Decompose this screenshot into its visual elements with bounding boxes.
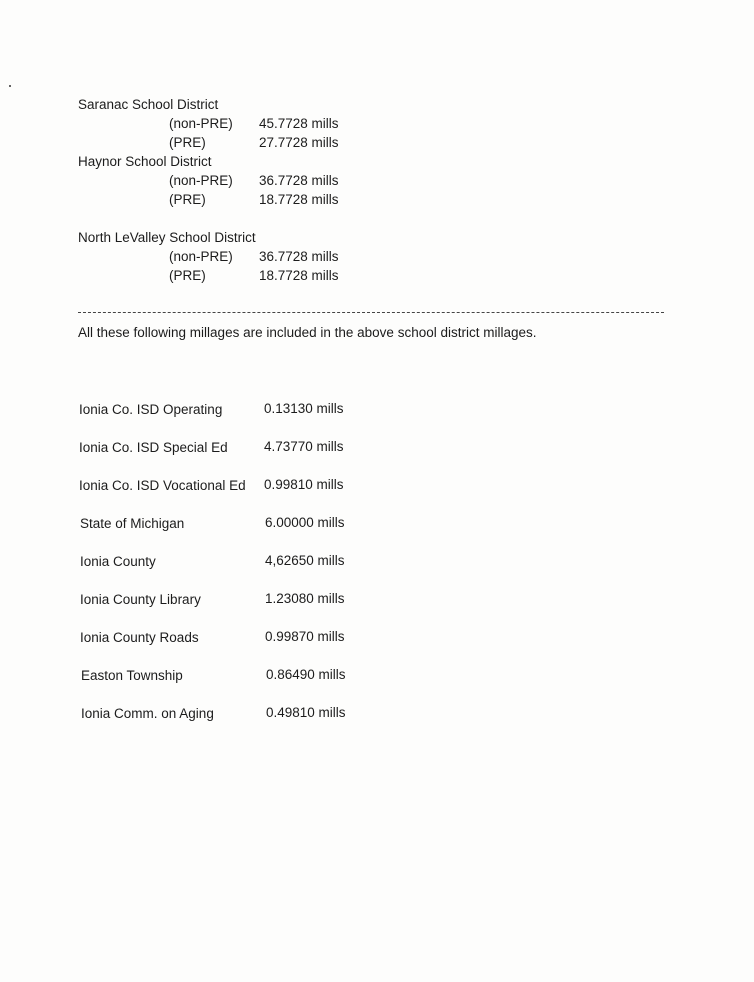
rate-label: (non-PRE) bbox=[169, 249, 233, 264]
millage-value: 6.00000 mills bbox=[265, 515, 345, 530]
district-name: Haynor School District bbox=[78, 154, 212, 169]
district-name: North LeValley School District bbox=[78, 230, 256, 245]
millage-value: 4.73770 mills bbox=[264, 439, 344, 454]
rate-value: 36.7728 mills bbox=[259, 173, 339, 188]
rate-label: (PRE) bbox=[169, 192, 206, 207]
millage-name: Ionia Comm. on Aging bbox=[81, 706, 214, 721]
millage-name: Easton Township bbox=[81, 668, 183, 683]
millage-name: Ionia Co. ISD Special Ed bbox=[79, 440, 228, 455]
millage-value: 0.99810 mills bbox=[264, 477, 344, 492]
note-text: All these following millages are included in the above school district millages. bbox=[78, 325, 537, 340]
millage-value: 4,62650 mills bbox=[265, 553, 345, 568]
millage-value: 0.99870 mills bbox=[265, 629, 345, 644]
district-name: Saranac School District bbox=[78, 97, 219, 112]
dashed-divider bbox=[78, 312, 664, 313]
rate-value: 27.7728 mills bbox=[259, 135, 339, 150]
millage-value: 1.23080 mills bbox=[265, 591, 345, 606]
scan-speck bbox=[9, 85, 11, 87]
millage-value: 0.13130 mills bbox=[264, 401, 344, 416]
rate-label: (PRE) bbox=[169, 268, 206, 283]
millage-value: 0.86490 mills bbox=[266, 667, 346, 682]
rate-value: 36.7728 mills bbox=[259, 249, 339, 264]
rate-value: 18.7728 mills bbox=[259, 268, 339, 283]
millage-name: State of Michigan bbox=[80, 516, 185, 531]
rate-label: (non-PRE) bbox=[169, 173, 233, 188]
millage-name: Ionia County bbox=[80, 554, 156, 569]
rate-value: 18.7728 mills bbox=[259, 192, 339, 207]
millage-name: Ionia County Library bbox=[80, 592, 201, 607]
millage-name: Ionia Co. ISD Operating bbox=[79, 402, 223, 417]
millage-name: Ionia County Roads bbox=[80, 630, 199, 645]
rate-label: (PRE) bbox=[169, 135, 206, 150]
millage-value: 0.49810 mills bbox=[266, 705, 346, 720]
millage-name: Ionia Co. ISD Vocational Ed bbox=[79, 478, 246, 493]
rate-label: (non-PRE) bbox=[169, 116, 233, 131]
rate-value: 45.7728 mills bbox=[259, 116, 339, 131]
